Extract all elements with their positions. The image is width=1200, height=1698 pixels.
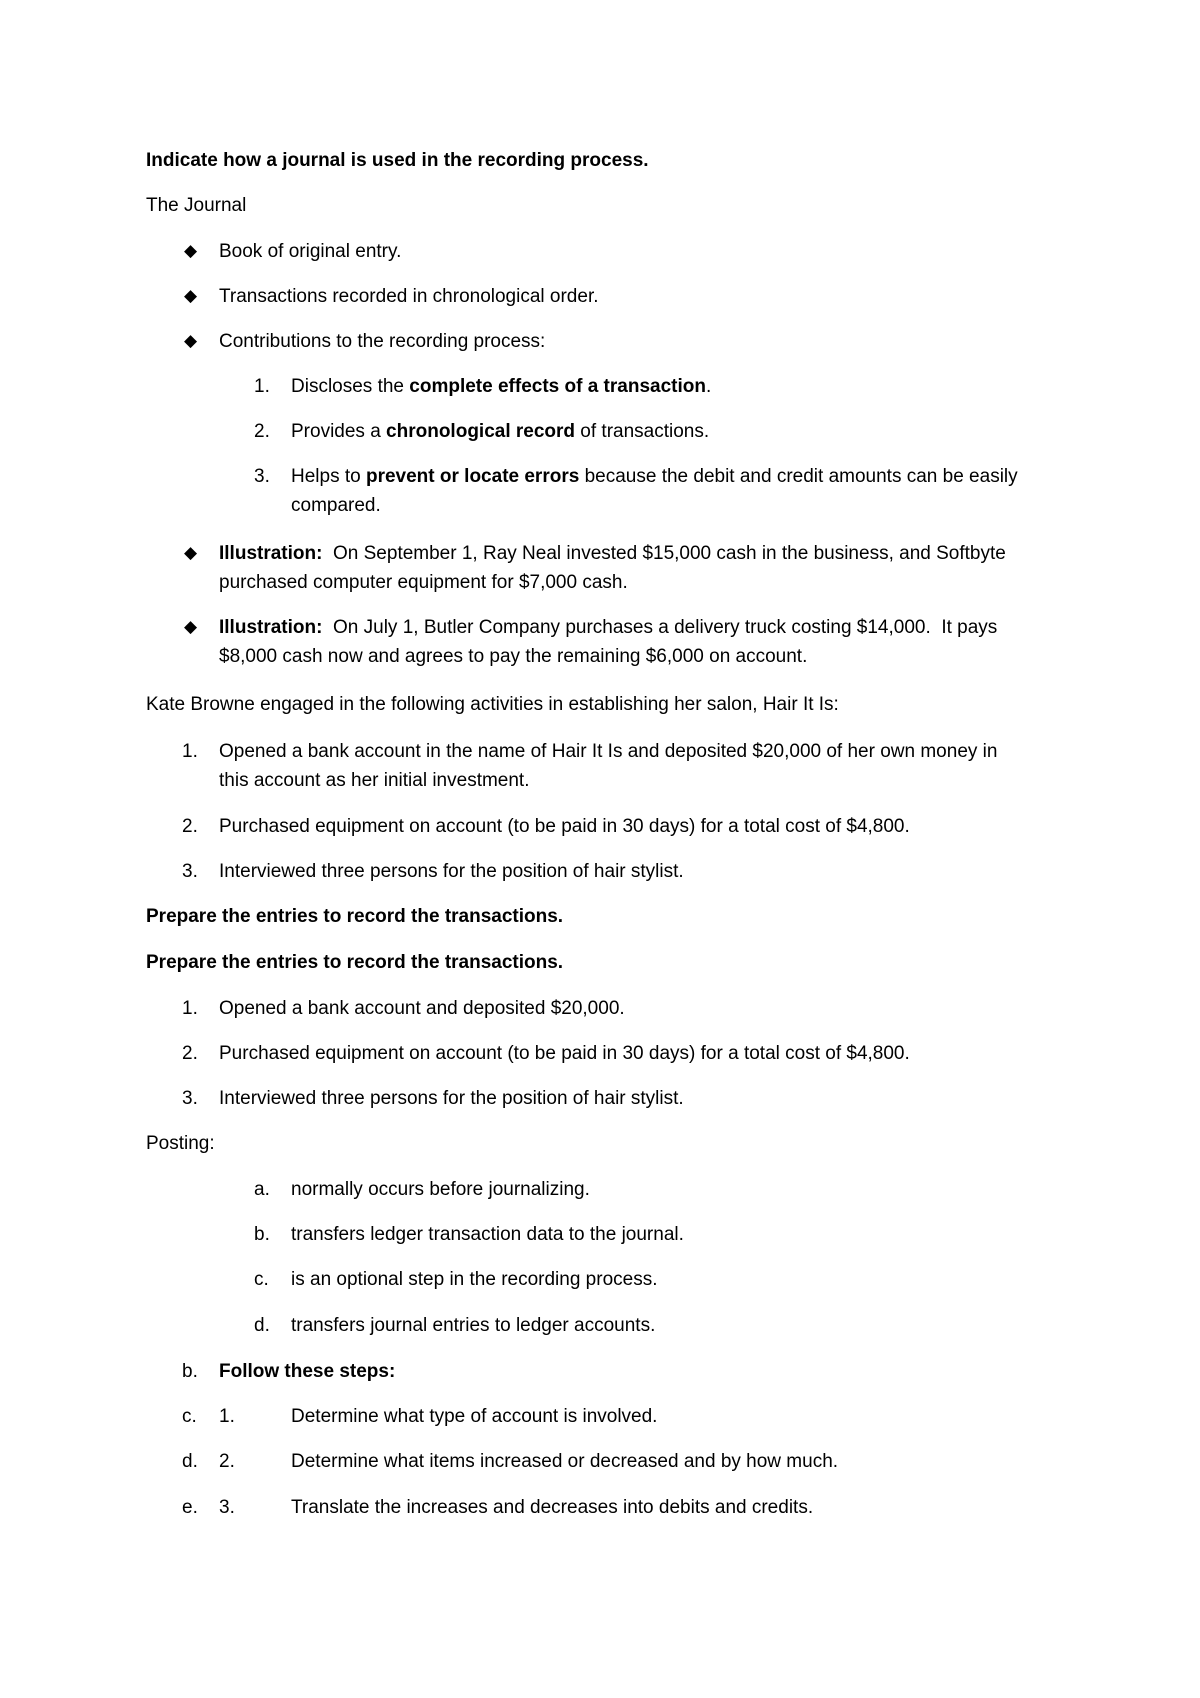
step-3-number: 3. xyxy=(219,1497,235,1518)
prepare-item-2-number: 2. xyxy=(182,1043,198,1064)
contribution-2-number: 2. xyxy=(254,421,270,442)
prepare-heading-1: Prepare the entries to record the transactions. xyxy=(146,906,564,927)
posting-option-c-text: is an optional step in the recording process. xyxy=(291,1269,658,1290)
prepare-item-1-number: 1. xyxy=(182,998,198,1019)
contribution-3-number: 3. xyxy=(254,466,270,487)
step-2-letter: d. xyxy=(182,1451,198,1472)
steps-header-letter: b. xyxy=(182,1361,198,1382)
step-1-letter: c. xyxy=(182,1406,197,1427)
kate-item-2-number: 2. xyxy=(182,816,198,837)
contribution-3-text: Helps to prevent or locate errors because the debit and credit amounts can be easily xyxy=(291,466,1018,487)
journal-title: The Journal xyxy=(146,195,247,216)
contribution-2-text: Provides a chronological record of transactions. xyxy=(291,421,710,442)
prepare-item-1-text: Opened a bank account and deposited $20,000. xyxy=(219,998,625,1019)
posting-label: Posting: xyxy=(146,1133,215,1154)
step-2-text: Determine what items increased or decreased and by how much. xyxy=(291,1451,839,1472)
diamond-bullet-icon: ◆ xyxy=(184,241,198,260)
steps-header-text: Follow these steps: xyxy=(219,1361,396,1382)
illustration-1: Illustration: On September 1, Ray Neal invested $15,000 cash in the business, and Softbyte xyxy=(219,543,1006,564)
posting-option-d-text: transfers journal entries to ledger accounts. xyxy=(291,1315,656,1336)
step-3-text: Translate the increases and decreases into debits and credits. xyxy=(291,1497,814,1518)
kate-item-1-text-cont: this account as her initial investment. xyxy=(219,770,530,791)
posting-option-d-letter: d. xyxy=(254,1315,270,1336)
illustration-2-cont: $8,000 cash now and agrees to pay the remaining $6,000 on account. xyxy=(219,646,808,667)
diamond-bullet-icon: ◆ xyxy=(184,617,198,636)
journal-bullet-1: Book of original entry. xyxy=(219,241,402,262)
prepare-heading-2: Prepare the entries to record the transactions. xyxy=(146,952,564,973)
step-1-number: 1. xyxy=(219,1406,235,1427)
kate-item-1-number: 1. xyxy=(182,741,198,762)
illustration-2: Illustration: On July 1, Butler Company purchases a delivery truck costing $14,000. It pays xyxy=(219,617,998,638)
kate-item-3-number: 3. xyxy=(182,861,198,882)
prepare-item-3-text: Interviewed three persons for the position of hair stylist. xyxy=(219,1088,684,1109)
diamond-bullet-icon: ◆ xyxy=(184,286,198,305)
journal-bullet-2: Transactions recorded in chronological order. xyxy=(219,286,599,307)
posting-option-b-letter: b. xyxy=(254,1224,270,1245)
prepare-item-2-text: Purchased equipment on account (to be paid in 30 days) for a total cost of $4,800. xyxy=(219,1043,910,1064)
step-1-text: Determine what type of account is involved. xyxy=(291,1406,658,1427)
kate-item-3-text: Interviewed three persons for the position of hair stylist. xyxy=(219,861,684,882)
journal-bullet-3: Contributions to the recording process: xyxy=(219,331,546,352)
posting-option-a-letter: a. xyxy=(254,1179,270,1200)
contribution-3-text-cont: compared. xyxy=(291,495,381,516)
contribution-1-number: 1. xyxy=(254,376,270,397)
posting-option-a-text: normally occurs before journalizing. xyxy=(291,1179,590,1200)
step-3-letter: e. xyxy=(182,1497,198,1518)
step-2-number: 2. xyxy=(219,1451,235,1472)
kate-intro: Kate Browne engaged in the following activities in establishing her salon, Hair It Is: xyxy=(146,694,839,715)
diamond-bullet-icon: ◆ xyxy=(184,331,198,350)
heading-journal-usage: Indicate how a journal is used in the recording process. xyxy=(146,150,649,171)
illustration-1-cont: purchased computer equipment for $7,000 cash. xyxy=(219,572,628,593)
diamond-bullet-icon: ◆ xyxy=(184,543,198,562)
prepare-item-3-number: 3. xyxy=(182,1088,198,1109)
posting-option-c-letter: c. xyxy=(254,1269,269,1290)
kate-item-1-text: Opened a bank account in the name of Hair It Is and deposited $20,000 of her own money in xyxy=(219,741,998,762)
posting-option-b-text: transfers ledger transaction data to the journal. xyxy=(291,1224,684,1245)
contribution-1-text: Discloses the complete effects of a transaction. xyxy=(291,376,712,397)
kate-item-2-text: Purchased equipment on account (to be paid in 30 days) for a total cost of $4,800. xyxy=(219,816,910,837)
